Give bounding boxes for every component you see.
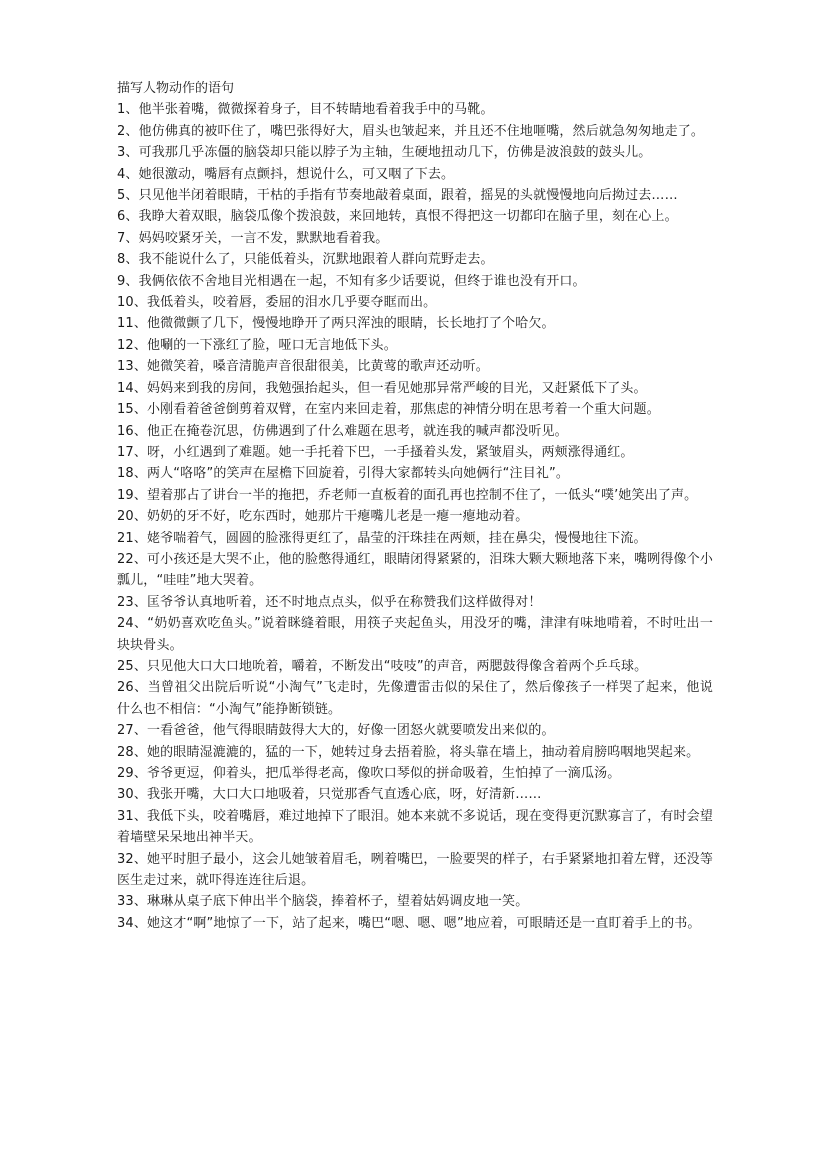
list-item: 8、我不能说什么了，只能低着头，沉默地跟着人群向荒野走去。 (117, 252, 494, 268)
list-item: 30、我张开嘴，大口大口地吸着，只觉那香气直透心底，呀，好清新…… (117, 787, 542, 803)
document-page (117, 78, 713, 934)
list-item: 4、她很激动，嘴唇有点颤抖，想说什么，可又咽了下去。 (117, 166, 455, 182)
list-item: 16、他正在掩卷沉思，仿佛遇到了什么难题在思考，就连我的喊声都没听见。 (117, 423, 568, 439)
list-item: 1、他半张着嘴，微微探着身子，目不转睛地看着我手中的马靴。 (117, 102, 494, 118)
list-item: 25、只见他大口大口地吮着，嚼着，不断发出“吱吱”的声音，两腮鼓得像含着两个乒乓球。 (117, 658, 648, 674)
list-item: 17、呀，小红遇到了难题。她一手托着下巴，一手搔着头发，紧皱眉头，两颊涨得通红。 (117, 444, 634, 460)
list-item: 26、当曾祖父出院后听说“小淘气”飞走时，先像遭雷击似的呆住了，然后像孩子一样哭了起来，他说什么也不相信：“小淘气”能挣断锁链。 (117, 680, 713, 717)
list-item: 5、只见他半闭着眼睛，干枯的手指有节奏地敲着桌面，跟着，摇晃的头就慢慢地向后拗过去…… (117, 188, 678, 204)
list-item: 12、他唰的一下涨红了脸，哑口无言地低下头。 (117, 337, 397, 353)
list-item: 31、我低下头，咬着嘴唇，难过地掉下了眼泪。她本来就不多说话，现在变得更沉默寡言了，有时会望着墙壁呆呆地出神半天。 (117, 808, 713, 846)
list-item: 19、望着那占了讲台一半的拖把，乔老师一直板着的面孔再也控制不住了，一低头“噗’她笑出了声。 (117, 487, 698, 503)
list-item: 22、可小孩还是大哭不止，他的脸憋得通红，眼睛闭得紧紧的，泪珠大颗大颗地落下来，嘴咧得像个小瓢儿，“哇哇”地大哭着。 (117, 551, 713, 589)
sentence-list (117, 99, 713, 934)
list-item: 28、她的眼睛湿漉漉的，猛的一下，她转过身去捂着脸，将头靠在墙上，抽动着肩膀呜咽地哭起来。 (117, 744, 700, 760)
list-item: 9、我俩依依不舍地目光相遇在一起，不知有多少话要说，但终于谁也没有开口。 (117, 273, 586, 289)
list-item: 2、他仿佛真的被吓住了，嘴巴张得好大，眉头也皱起来，并且还不住地咂嘴，然后就急匆匆地走了。 (117, 123, 705, 139)
list-item: 27、一看爸爸，他气得眼睛鼓得大大的，好像一团怒火就要喷发出来似的。 (117, 723, 555, 739)
list-item: 7、妈妈咬紧牙关，一言不发，默默地看着我。 (117, 230, 389, 246)
list-item: 29、爷爷更逗，仰着头，把瓜举得老高，像吹口琴似的拼命吸着，生怕掉了一滴瓜汤。 (117, 766, 621, 781)
list-item: 32、她平时胆子最小，这会儿她皱着眉毛，咧着嘴巴，一脸要哭的样子，右手紧紧地扣着左臂，还没等医生走过来，就吓得连连往后退。 (117, 851, 713, 889)
list-item: 21、姥爷喘着气，圆圆的脸涨得更红了，晶莹的汗珠挂在两颊，挂在鼻尖，慢慢地往下流。 (117, 530, 647, 546)
list-item: 11、他微微颤了几下，慢慢地睁开了两只浑浊的眼睛，长长地打了个哈欠。 (117, 316, 555, 332)
list-item: 20、奶奶的牙不好，吃东西时，她那片干瘪嘴儿老是一瘪一瘪地动着。 (117, 509, 529, 525)
list-item: 18、两人“咯咯”的笑声在屋檐下回旋着，引得大家都转头向她俩行“注目礼”。 (117, 466, 570, 482)
list-item: 10、我低着头，咬着唇，委屈的泪水几乎要夺眶而出。 (117, 295, 437, 311)
list-item: 3、可我那几乎冻僵的脑袋却只能以脖子为主轴，生硬地扭动几下，仿佛是波浪鼓的鼓头儿。 (117, 145, 652, 161)
list-item: 23、匡爷爷认真地听着，还不时地点点头，似乎在称赞我们这样做得对！ (117, 594, 542, 610)
list-item: 13、她微笑着，嗓音清脆声音很甜很美，比黄莺的歌声还动听。 (117, 359, 489, 375)
document-title: 描写人物动作的语句 (117, 81, 235, 96)
list-item: 6、我睁大着双眼，脑袋瓜像个拨浪鼓，来回地转，真恨不得把这一切都印在脑子里，刻在心上。 (117, 209, 678, 225)
list-item: 34、她这才“啊”地惊了一下，站了起来，嘴巴“嗯、嗯、嗯”地应着，可眼睛还是一直盯着手上的书。 (117, 915, 701, 931)
list-item: 14、妈妈来到我的房间，我勉强抬起头，但一看见她那异常严峻的目光，又赶紧低下了头。 (117, 380, 647, 396)
list-item: 15、小刚看着爸爸倒剪着双臂，在室内来回走着，那焦虑的神情分明在思考着一个重大问题。 (117, 402, 660, 418)
list-item: 24、“奶奶喜欢吃鱼头。”说着眯缝着眼，用筷子夹起鱼头，用没牙的嘴，津津有味地啃着，不时吐出一块块骨头。 (117, 616, 713, 653)
list-item: 33、琳琳从桌子底下伸出半个脑袋，捧着杯子，望着姑妈调皮地一笑。 (117, 894, 529, 910)
